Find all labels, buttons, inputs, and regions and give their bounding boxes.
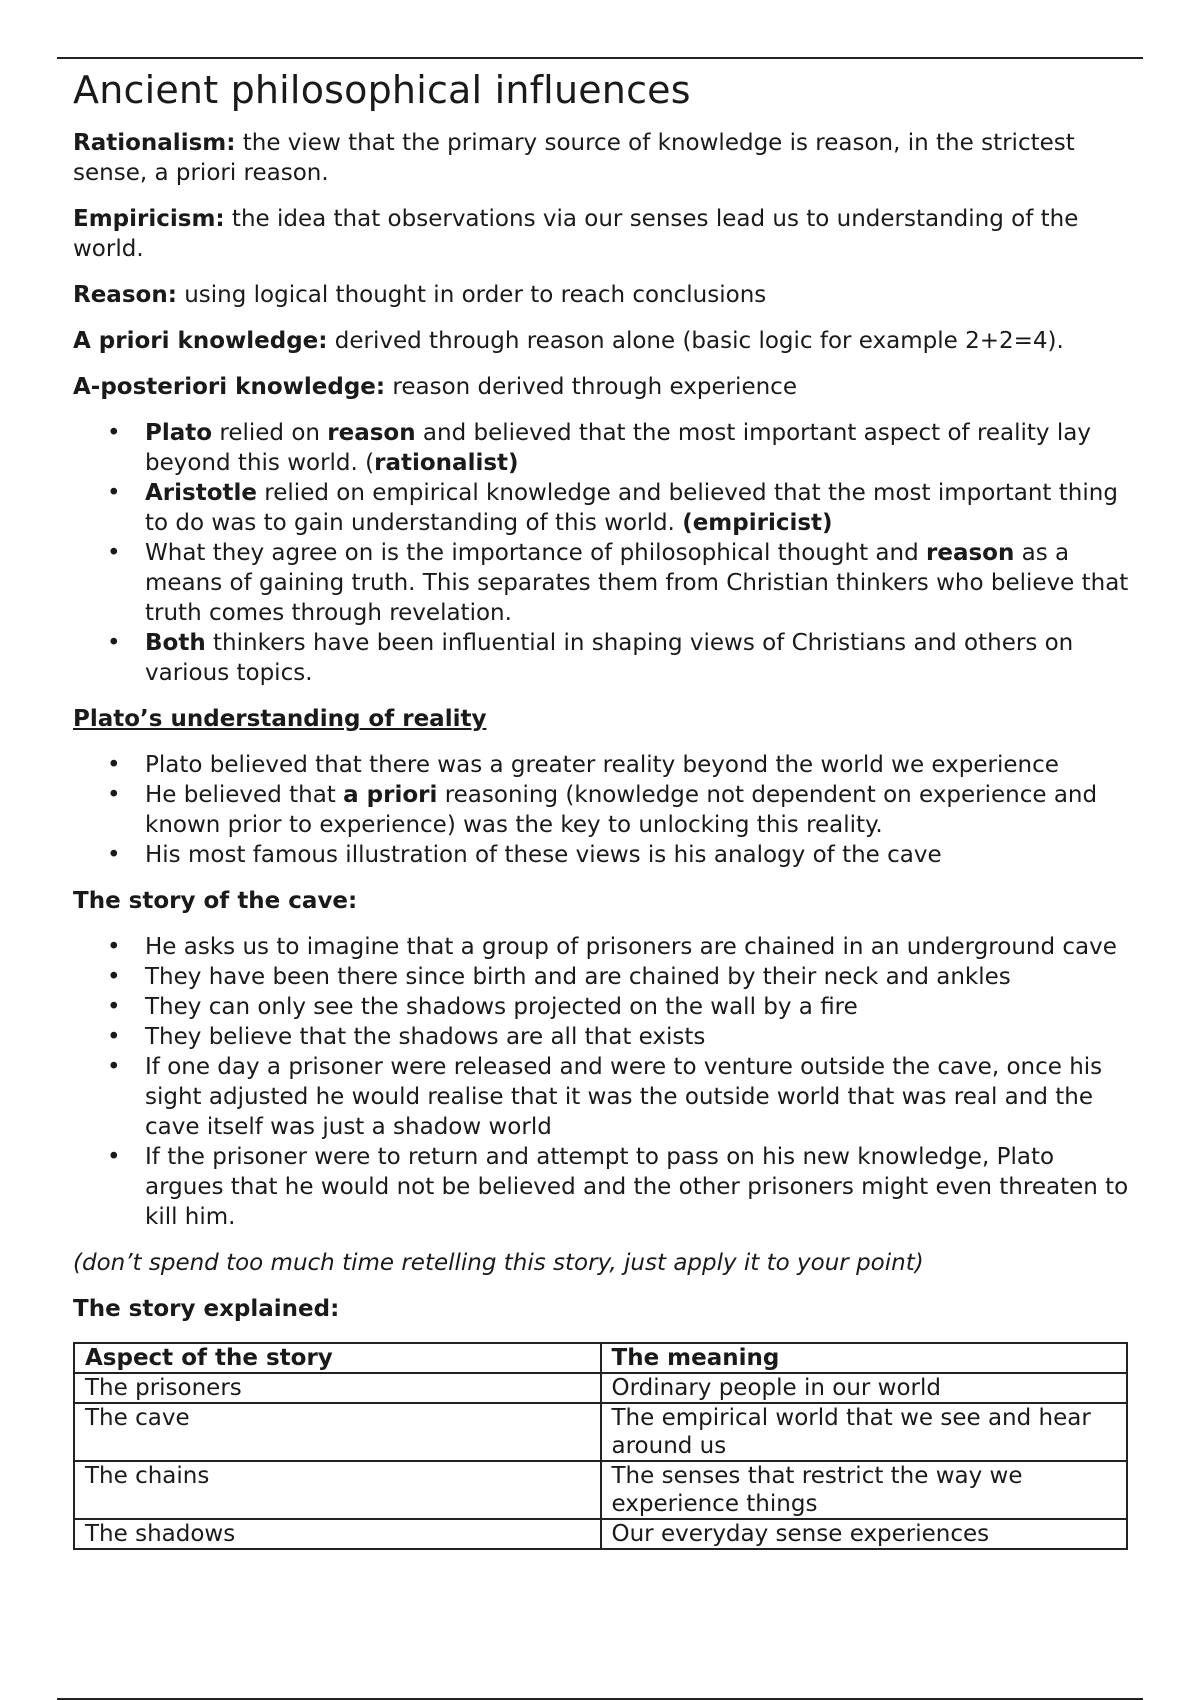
list-item: • If one day a prisoner were released and were to venture outside the cave, once his sight adjusted he would realise that it was the outside world that was real and the cave itself was just a shadow world (145, 1052, 1133, 1142)
bold-text: The story of the cave: (73, 888, 358, 914)
plato-list (73, 750, 1133, 870)
definition-term: A priori knowledge: (73, 328, 328, 354)
bold-text: a priori (343, 782, 438, 808)
item-text: as a means of gaining truth. This separates them from Christian thinkers who believe that truth comes through revelation. (145, 540, 1129, 626)
definition-text: the idea that observations via our senses lead us to understanding of the world. (73, 206, 1079, 262)
table-cell: Ordinary people in our world (601, 1373, 1128, 1403)
definition-text: reason derived through experience (385, 374, 797, 400)
definition-reason (73, 280, 1133, 310)
definition-term: Empiricism: (73, 206, 225, 232)
list-item: • Plato believed that there was a greater reality beyond the world we experience (145, 750, 1133, 780)
bold-text: rationalist) (374, 450, 519, 476)
table-row (74, 1461, 1127, 1519)
table-cell: The prisoners (74, 1373, 601, 1403)
definition-text: using logical thought in order to reach conclusions (176, 282, 767, 308)
item-text: and believed that the most important aspect of reality lay beyond this world. ( (145, 420, 1091, 476)
item-text: relied on (212, 420, 328, 446)
table-header-cell: The meaning (601, 1343, 1128, 1373)
table-cell: Our everyday sense experiences (601, 1519, 1128, 1549)
bold-text: reason (926, 540, 1015, 566)
table-header-row (74, 1343, 1127, 1373)
table-cell: The cave (74, 1403, 601, 1461)
explained-heading (73, 1294, 1133, 1324)
list-item (145, 628, 1133, 688)
document-body (73, 68, 1133, 1550)
list-item: • They can only see the shadows projected on the wall by a fire (145, 992, 1133, 1022)
story-table (73, 1342, 1128, 1550)
definition-a-priori (73, 326, 1133, 356)
item-text: relied on empirical knowledge and believed that the most important thing to do was to gain understanding of this world. (145, 480, 1118, 536)
definition-a-posteriori (73, 372, 1133, 402)
definition-rationalism (73, 128, 1133, 188)
bold-text: Both (145, 630, 206, 656)
list-item: • His most famous illustration of these views is his analogy of the cave (145, 840, 1133, 870)
item-text: thinkers have been influential in shaping views of Christians and others on various topics. (145, 630, 1074, 686)
table-header-cell: Aspect of the story (74, 1343, 601, 1373)
page-title: Ancient philosophical influences (73, 68, 691, 112)
list-item: • They believe that the shadows are all that exists (145, 1022, 1133, 1052)
list-item (145, 418, 1133, 478)
table-row (74, 1403, 1127, 1461)
definition-term: Reason: (73, 282, 177, 308)
item-text: What they agree on is the importance of philosophical thought and (145, 540, 926, 566)
definition-text: the view that the primary source of knowledge is reason, in the strictest sense, a priori reason. (73, 130, 1075, 186)
table-cell: The shadows (74, 1519, 601, 1549)
bold-text: (empiricist) (682, 510, 833, 536)
list-item: • He asks us to imagine that a group of prisoners are chained in an underground cave (145, 932, 1133, 962)
definition-text: derived through reason alone (basic logic for example 2+2=4). (327, 328, 1064, 354)
bold-text: Plato (145, 420, 213, 446)
definition-term: Rationalism: (73, 130, 236, 156)
table-row (74, 1519, 1127, 1549)
list-item (145, 538, 1133, 628)
table-cell: The empirical world that we see and hear around us (601, 1403, 1128, 1461)
comparison-list (73, 418, 1133, 688)
list-item: • If the prisoner were to return and attempt to pass on his new knowledge, Plato argues that he would not be believed and the other prisoners might even threaten to kill him. (145, 1142, 1133, 1232)
table-cell: The senses that restrict the way we experience things (601, 1461, 1128, 1519)
item-text: He believed that (145, 782, 344, 808)
definition-empiricism (73, 204, 1133, 264)
cave-list (73, 932, 1133, 1232)
list-item (145, 780, 1133, 840)
bold-text: The story explained: (73, 1296, 340, 1322)
study-note: (don’t spend too much time retelling this story, just apply it to your point) (73, 1250, 924, 1276)
table-cell: The chains (74, 1461, 601, 1519)
bold-text: reason (327, 420, 416, 446)
cave-heading (73, 886, 1133, 916)
list-item (145, 478, 1133, 538)
top-rule (57, 57, 1143, 59)
item-text: reasoning (knowledge not dependent on experience and known prior to experience) was the key to unlocking this reality. (145, 782, 1098, 838)
plato-heading: Plato’s understanding of reality (73, 706, 487, 732)
definition-term: A-posteriori knowledge: (73, 374, 386, 400)
table-row (74, 1373, 1127, 1403)
bold-text: Aristotle (145, 480, 257, 506)
list-item: • They have been there since birth and are chained by their neck and ankles (145, 962, 1133, 992)
